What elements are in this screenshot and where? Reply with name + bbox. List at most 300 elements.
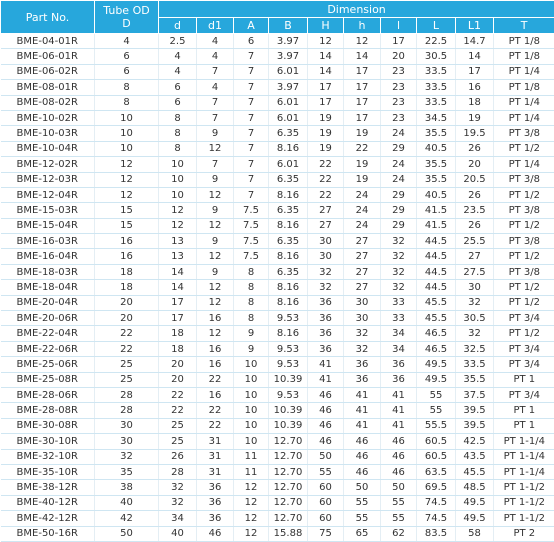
cell-l1: 25.5 [456, 234, 494, 249]
cell-a: 6 [234, 34, 269, 49]
cell-d: 4 [159, 49, 197, 64]
cell-d: 6 [159, 95, 197, 110]
cell-l1: 14 [456, 49, 494, 64]
table-row [1, 110, 554, 125]
cell-l-upper: 35.5 [417, 157, 456, 172]
cell-tube-od: 15 [95, 218, 159, 233]
cell-a: 11 [234, 464, 269, 479]
cell-l-upper: 35.5 [417, 126, 456, 141]
cell-d1: 16 [197, 341, 234, 356]
cell-d1: 12 [197, 218, 234, 233]
cell-l1: 30.5 [456, 311, 494, 326]
table-row [1, 234, 554, 249]
cell-t: PT 1-1/2 [494, 480, 554, 495]
cell-h-upper: 30 [308, 234, 344, 249]
cell-l-lower: 41 [381, 403, 417, 418]
cell-t: PT 1/2 [494, 280, 554, 295]
cell-part-no: BME-10-04R [1, 141, 95, 156]
cell-b: 3.97 [269, 34, 308, 49]
cell-h-lower: 30 [344, 311, 381, 326]
cell-part-no: BME-20-04R [1, 295, 95, 310]
cell-d: 25 [159, 418, 197, 433]
cell-t: PT 1-1/4 [494, 464, 554, 479]
cell-d1: 22 [197, 372, 234, 387]
cell-tube-od: 28 [95, 403, 159, 418]
cell-h-lower: 27 [344, 249, 381, 264]
cell-tube-od: 18 [95, 280, 159, 295]
header-d: d [159, 18, 197, 34]
cell-h-lower: 24 [344, 203, 381, 218]
cell-d1: 22 [197, 403, 234, 418]
cell-tube-od: 12 [95, 187, 159, 202]
cell-b: 6.35 [269, 234, 308, 249]
cell-h-lower: 19 [344, 172, 381, 187]
cell-l-upper: 83.5 [417, 526, 456, 541]
cell-tube-od: 16 [95, 249, 159, 264]
table-row [1, 49, 554, 64]
table-row [1, 480, 554, 495]
cell-d1: 36 [197, 480, 234, 495]
cell-a: 12 [234, 511, 269, 526]
cell-part-no: BME-16-04R [1, 249, 95, 264]
cell-l1: 19 [456, 110, 494, 125]
cell-b: 8.16 [269, 218, 308, 233]
cell-l-lower: 32 [381, 249, 417, 264]
cell-h-upper: 17 [308, 95, 344, 110]
cell-d1: 7 [197, 64, 234, 79]
cell-part-no: BME-30-10R [1, 434, 95, 449]
cell-a: 8 [234, 280, 269, 295]
cell-a: 7 [234, 80, 269, 95]
cell-part-no: BME-18-04R [1, 280, 95, 295]
cell-b: 6.01 [269, 110, 308, 125]
cell-tube-od: 22 [95, 326, 159, 341]
cell-h-lower: 19 [344, 157, 381, 172]
header-d1: d1 [197, 18, 234, 34]
header-tube-od-line2: D [95, 17, 158, 30]
cell-a: 7.5 [234, 234, 269, 249]
cell-l-lower: 46 [381, 434, 417, 449]
cell-d1: 7 [197, 157, 234, 172]
cell-part-no: BME-08-02R [1, 95, 95, 110]
cell-l-upper: 35.5 [417, 172, 456, 187]
cell-t: PT 1/2 [494, 295, 554, 310]
cell-b: 12.70 [269, 464, 308, 479]
cell-h-upper: 41 [308, 372, 344, 387]
table-row [1, 203, 554, 218]
cell-part-no: BME-42-12R [1, 511, 95, 526]
cell-tube-od: 28 [95, 387, 159, 402]
cell-d1: 22 [197, 418, 234, 433]
cell-l-upper: 33.5 [417, 95, 456, 110]
cell-tube-od: 50 [95, 526, 159, 541]
cell-b: 8.16 [269, 280, 308, 295]
cell-l1: 27 [456, 249, 494, 264]
cell-tube-od: 10 [95, 126, 159, 141]
cell-l-lower: 29 [381, 203, 417, 218]
cell-h-lower: 46 [344, 434, 381, 449]
cell-l1: 43.5 [456, 449, 494, 464]
cell-part-no: BME-10-02R [1, 110, 95, 125]
cell-d1: 12 [197, 295, 234, 310]
cell-d1: 9 [197, 172, 234, 187]
cell-l-lower: 41 [381, 418, 417, 433]
cell-a: 10 [234, 434, 269, 449]
cell-part-no: BME-06-02R [1, 64, 95, 79]
cell-l-upper: 46.5 [417, 326, 456, 341]
cell-l1: 26 [456, 187, 494, 202]
cell-d1: 9 [197, 234, 234, 249]
cell-part-no: BME-12-02R [1, 157, 95, 172]
cell-l1: 33.5 [456, 357, 494, 372]
cell-d1: 4 [197, 80, 234, 95]
cell-h-upper: 36 [308, 341, 344, 356]
cell-h-lower: 55 [344, 511, 381, 526]
cell-d: 8 [159, 110, 197, 125]
cell-l-lower: 24 [381, 126, 417, 141]
cell-l-upper: 44.5 [417, 264, 456, 279]
table-row [1, 172, 554, 187]
cell-b: 6.35 [269, 172, 308, 187]
cell-a: 10 [234, 387, 269, 402]
table-row [1, 326, 554, 341]
cell-h-lower: 46 [344, 464, 381, 479]
cell-d: 14 [159, 264, 197, 279]
cell-l1: 49.5 [456, 495, 494, 510]
cell-tube-od: 35 [95, 464, 159, 479]
cell-a: 12 [234, 480, 269, 495]
cell-l1: 26 [456, 141, 494, 156]
cell-part-no: BME-18-03R [1, 264, 95, 279]
cell-part-no: BME-40-12R [1, 495, 95, 510]
cell-b: 8.16 [269, 326, 308, 341]
cell-d1: 16 [197, 387, 234, 402]
cell-h-lower: 14 [344, 49, 381, 64]
cell-h-lower: 22 [344, 141, 381, 156]
cell-part-no: BME-20-06R [1, 311, 95, 326]
cell-a: 7 [234, 157, 269, 172]
table-row [1, 34, 554, 49]
cell-d1: 9 [197, 203, 234, 218]
cell-h-upper: 32 [308, 264, 344, 279]
cell-l-upper: 49.5 [417, 372, 456, 387]
cell-h-lower: 17 [344, 95, 381, 110]
cell-a: 8 [234, 311, 269, 326]
cell-h-upper: 22 [308, 172, 344, 187]
table-body [1, 34, 554, 542]
cell-d1: 12 [197, 249, 234, 264]
cell-part-no: BME-25-08R [1, 372, 95, 387]
cell-l1: 35.5 [456, 372, 494, 387]
cell-tube-od: 10 [95, 110, 159, 125]
header-a: A [234, 18, 269, 34]
cell-l1: 20.5 [456, 172, 494, 187]
cell-part-no: BME-10-03R [1, 126, 95, 141]
cell-h-upper: 19 [308, 126, 344, 141]
cell-l-lower: 23 [381, 95, 417, 110]
cell-part-no: BME-06-01R [1, 49, 95, 64]
cell-b: 8.16 [269, 295, 308, 310]
cell-l-upper: 44.5 [417, 249, 456, 264]
cell-h-upper: 27 [308, 218, 344, 233]
cell-d: 20 [159, 357, 197, 372]
cell-tube-od: 25 [95, 357, 159, 372]
cell-t: PT 1/2 [494, 326, 554, 341]
cell-t: PT 3/4 [494, 357, 554, 372]
cell-h-upper: 50 [308, 449, 344, 464]
cell-l-lower: 41 [381, 387, 417, 402]
cell-a: 10 [234, 372, 269, 387]
cell-tube-od: 30 [95, 434, 159, 449]
cell-l-lower: 36 [381, 357, 417, 372]
cell-h-upper: 19 [308, 110, 344, 125]
cell-h-lower: 46 [344, 449, 381, 464]
cell-l1: 42.5 [456, 434, 494, 449]
cell-b: 3.97 [269, 80, 308, 95]
cell-b: 9.53 [269, 341, 308, 356]
cell-t: PT 1/8 [494, 80, 554, 95]
cell-t: PT 1/8 [494, 34, 554, 49]
cell-h-upper: 22 [308, 187, 344, 202]
cell-l1: 45.5 [456, 464, 494, 479]
cell-b: 8.16 [269, 141, 308, 156]
cell-t: PT 1/8 [494, 49, 554, 64]
table-row [1, 464, 554, 479]
cell-d: 28 [159, 464, 197, 479]
cell-l-upper: 69.5 [417, 480, 456, 495]
cell-l1: 32 [456, 326, 494, 341]
cell-tube-od: 20 [95, 295, 159, 310]
cell-d1: 16 [197, 311, 234, 326]
cell-l-upper: 41.5 [417, 203, 456, 218]
cell-h-lower: 17 [344, 64, 381, 79]
cell-part-no: BME-25-06R [1, 357, 95, 372]
table-row [1, 295, 554, 310]
table-row [1, 95, 554, 110]
cell-part-no: BME-32-10R [1, 449, 95, 464]
cell-l1: 49.5 [456, 511, 494, 526]
cell-b: 12.70 [269, 511, 308, 526]
cell-part-no: BME-08-01R [1, 80, 95, 95]
cell-b: 8.16 [269, 187, 308, 202]
cell-h-upper: 46 [308, 403, 344, 418]
cell-l-upper: 60.5 [417, 434, 456, 449]
cell-h-lower: 27 [344, 264, 381, 279]
cell-l-lower: 29 [381, 141, 417, 156]
table-row [1, 249, 554, 264]
cell-tube-od: 16 [95, 234, 159, 249]
cell-h-lower: 36 [344, 372, 381, 387]
cell-h-upper: 46 [308, 418, 344, 433]
cell-a: 7 [234, 187, 269, 202]
cell-b: 9.53 [269, 357, 308, 372]
cell-h-upper: 60 [308, 511, 344, 526]
cell-h-lower: 24 [344, 187, 381, 202]
cell-l-upper: 60.5 [417, 449, 456, 464]
cell-a: 12 [234, 526, 269, 541]
cell-a: 7 [234, 49, 269, 64]
cell-l-upper: 74.5 [417, 511, 456, 526]
cell-t: PT 1-1/2 [494, 495, 554, 510]
cell-b: 10.39 [269, 403, 308, 418]
header-tube-od [95, 1, 159, 34]
cell-l-lower: 62 [381, 526, 417, 541]
cell-l-upper: 40.5 [417, 141, 456, 156]
header-l-lower: l [381, 18, 417, 34]
cell-t: PT 1-1/2 [494, 511, 554, 526]
cell-l1: 18 [456, 95, 494, 110]
cell-b: 6.01 [269, 64, 308, 79]
cell-d: 25 [159, 434, 197, 449]
cell-a: 7.5 [234, 203, 269, 218]
cell-d1: 12 [197, 326, 234, 341]
cell-d: 10 [159, 172, 197, 187]
table-row [1, 187, 554, 202]
cell-a: 12 [234, 495, 269, 510]
cell-d1: 36 [197, 511, 234, 526]
cell-l1: 39.5 [456, 418, 494, 433]
cell-l1: 26 [456, 218, 494, 233]
cell-part-no: BME-30-08R [1, 418, 95, 433]
cell-d: 18 [159, 341, 197, 356]
cell-l1: 16 [456, 80, 494, 95]
cell-tube-od: 32 [95, 449, 159, 464]
cell-part-no: BME-22-04R [1, 326, 95, 341]
cell-t: PT 1-1/4 [494, 449, 554, 464]
cell-h-lower: 32 [344, 326, 381, 341]
cell-t: PT 3/4 [494, 341, 554, 356]
table-row [1, 311, 554, 326]
cell-tube-od: 12 [95, 157, 159, 172]
cell-d1: 4 [197, 49, 234, 64]
cell-l-upper: 40.5 [417, 187, 456, 202]
cell-l1: 30 [456, 280, 494, 295]
table-row [1, 280, 554, 295]
cell-h-upper: 12 [308, 34, 344, 49]
header-l1: L1 [456, 18, 494, 34]
cell-part-no: BME-15-03R [1, 203, 95, 218]
cell-d: 17 [159, 295, 197, 310]
cell-a: 7.5 [234, 249, 269, 264]
cell-l-upper: 74.5 [417, 495, 456, 510]
cell-l-upper: 30.5 [417, 49, 456, 64]
cell-h-upper: 19 [308, 141, 344, 156]
header-l-upper: L [417, 18, 456, 34]
cell-l-lower: 32 [381, 264, 417, 279]
cell-l1: 20 [456, 157, 494, 172]
cell-h-lower: 50 [344, 480, 381, 495]
cell-part-no: BME-04-01R [1, 34, 95, 49]
cell-tube-od: 8 [95, 80, 159, 95]
table-row [1, 418, 554, 433]
cell-t: PT 1/2 [494, 141, 554, 156]
cell-d: 14 [159, 280, 197, 295]
cell-h-upper: 60 [308, 480, 344, 495]
cell-d1: 9 [197, 264, 234, 279]
cell-l-lower: 17 [381, 34, 417, 49]
cell-l-upper: 55 [417, 387, 456, 402]
table-row [1, 357, 554, 372]
cell-h-lower: 27 [344, 234, 381, 249]
cell-h-lower: 41 [344, 418, 381, 433]
cell-l-upper: 55.5 [417, 418, 456, 433]
cell-t: PT 1 [494, 418, 554, 433]
cell-l-upper: 45.5 [417, 311, 456, 326]
cell-b: 12.70 [269, 495, 308, 510]
cell-b: 6.35 [269, 264, 308, 279]
cell-d: 34 [159, 511, 197, 526]
cell-l-upper: 41.5 [417, 218, 456, 233]
cell-d: 22 [159, 387, 197, 402]
cell-l-lower: 23 [381, 110, 417, 125]
cell-d: 10 [159, 187, 197, 202]
cell-a: 7 [234, 110, 269, 125]
cell-l-upper: 44.5 [417, 280, 456, 295]
cell-h-upper: 27 [308, 203, 344, 218]
cell-h-upper: 75 [308, 526, 344, 541]
cell-a: 8 [234, 295, 269, 310]
cell-l1: 48.5 [456, 480, 494, 495]
cell-t: PT 1 [494, 403, 554, 418]
cell-d: 32 [159, 495, 197, 510]
cell-d1: 16 [197, 357, 234, 372]
cell-a: 10 [234, 403, 269, 418]
cell-h-lower: 41 [344, 387, 381, 402]
cell-a: 7 [234, 126, 269, 141]
cell-t: PT 1/2 [494, 218, 554, 233]
cell-part-no: BME-50-16R [1, 526, 95, 541]
cell-t: PT 3/8 [494, 203, 554, 218]
cell-l1: 27.5 [456, 264, 494, 279]
cell-l1: 17 [456, 64, 494, 79]
cell-d1: 46 [197, 526, 234, 541]
cell-d: 20 [159, 372, 197, 387]
cell-l-lower: 24 [381, 172, 417, 187]
table-row [1, 495, 554, 510]
cell-t: PT 1/2 [494, 187, 554, 202]
cell-b: 9.53 [269, 311, 308, 326]
cell-tube-od: 4 [95, 34, 159, 49]
table-row [1, 341, 554, 356]
cell-l1: 19.5 [456, 126, 494, 141]
cell-a: 7 [234, 95, 269, 110]
cell-h-lower: 32 [344, 341, 381, 356]
cell-t: PT 2 [494, 526, 554, 541]
cell-h-lower: 19 [344, 126, 381, 141]
cell-b: 10.39 [269, 418, 308, 433]
cell-d: 12 [159, 203, 197, 218]
table-row [1, 218, 554, 233]
cell-b: 6.01 [269, 157, 308, 172]
cell-d1: 7 [197, 95, 234, 110]
cell-l-lower: 23 [381, 80, 417, 95]
cell-a: 10 [234, 357, 269, 372]
cell-d1: 31 [197, 464, 234, 479]
cell-h-upper: 41 [308, 357, 344, 372]
cell-tube-od: 12 [95, 172, 159, 187]
cell-h-upper: 46 [308, 434, 344, 449]
cell-d: 4 [159, 64, 197, 79]
cell-l1: 23.5 [456, 203, 494, 218]
cell-t: PT 3/8 [494, 172, 554, 187]
cell-tube-od: 10 [95, 141, 159, 156]
cell-h-upper: 55 [308, 464, 344, 479]
cell-h-lower: 55 [344, 495, 381, 510]
cell-l-upper: 33.5 [417, 80, 456, 95]
cell-a: 10 [234, 418, 269, 433]
cell-h-upper: 22 [308, 157, 344, 172]
cell-d1: 31 [197, 434, 234, 449]
